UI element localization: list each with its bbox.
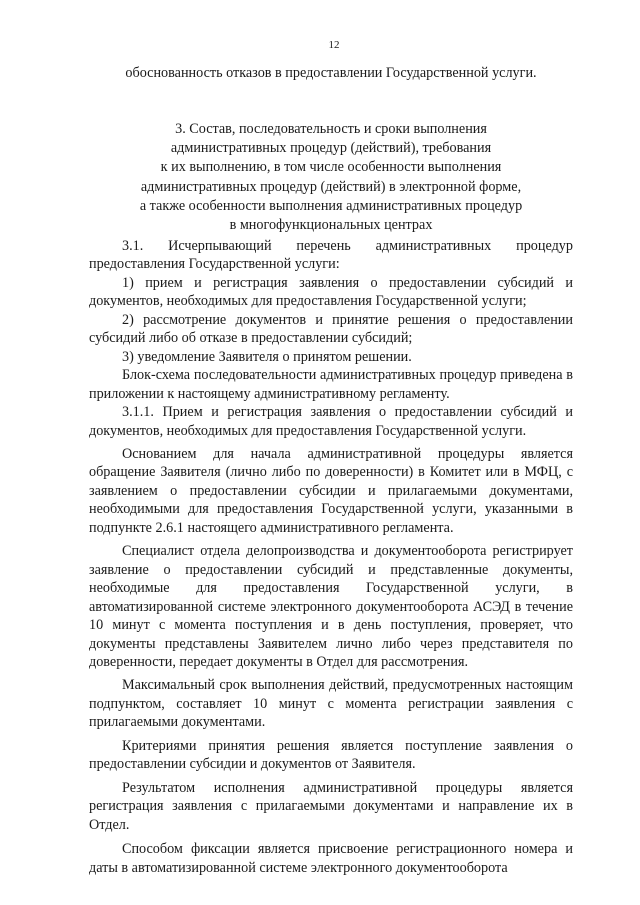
continuation-line: обоснованность отказов в предоставлении Государственной услуги. <box>125 65 537 81</box>
paragraph-criteria: Критериями принятия решения является поступление заявления о предоставлении субсидии и документов от Заявителя. <box>89 737 573 773</box>
list-item-2: 2) рассмотрение документов и принятие решения о предоставлении субсидий либо об отказе в предоставлении субсидий; <box>89 311 573 347</box>
section-heading-line: 3. Состав, последовательность и сроки выполнения <box>175 121 487 137</box>
list-item-1: 1) прием и регистрация заявления о предоставлении субсидий и документов, необходимых для предоставления Государственной услуги; <box>89 274 573 310</box>
paragraph-fixation: Способом фиксации является присвоение регистрационного номера и даты в автоматизированной системе электронного документооборота <box>89 841 573 876</box>
section-heading-line: административных процедур (действий), требования <box>170 140 492 157</box>
paragraph-specialist: Специалист отдела делопроизводства и документооборота регистрирует заявление о предоставлении субсидий и представленные документы, необходимые для предоставления Государственной услуги, в автоматизированной системе электронного документооборота АСЭД в течение 10 минут с момента поступления и в день поступления, проверяет, что документы представлены Заявителем лично либо через представителя по доверенности, передает документы в Отдел для рассмотрения. <box>89 543 573 670</box>
paragraph-block-scheme: Блок-схема последовательности административных процедур приведена в приложении к настоящему административному регламенту. <box>89 367 573 402</box>
paragraph-3-1: 3.1. Исчерпывающий перечень административных процедур предоставления Государственной услуги: <box>89 238 573 273</box>
paragraph-max-term: Максимальный срок выполнения действий, предусмотренных настоящим подпунктом, составляет 10 минут с момента регистрации заявления с прилагаемыми документами. <box>89 677 573 731</box>
paragraph-basis: Основанием для начала административной процедуры является обращение Заявителя (лично либо по доверенности) в Комитет или в МФЦ, с заявлением о предоставлении субсидии и прилагаемыми документами, необходимыми для предоставления Государственной услуги, указанными в подпункте 2.6.1 настоящего административного регламента. <box>89 445 573 536</box>
paragraph-3-1-1: 3.1.1. Прием и регистрация заявления о предоставлении субсидий и документов, необходимых для предоставления Государственной услуги. <box>89 404 573 439</box>
list-item-3: 3) уведомление Заявителя о принятом решении. <box>122 348 412 365</box>
document-body <box>89 237 573 877</box>
section-heading-line: к их выполнению, в том числе особенности выполнения <box>160 159 502 176</box>
section-heading-line: а также особенности выполнения административных процедур <box>139 197 523 214</box>
paragraph-result: Результатом исполнения административной процедуры является регистрация заявления с прилагаемыми документами и направление их в Отдел. <box>89 779 573 833</box>
page-number: 12 <box>328 39 340 51</box>
section-heading-line: в многофункциональных центрах <box>229 217 433 234</box>
section-heading-line: административных процедур (действий) в электронной форме, <box>140 178 522 195</box>
section-heading <box>88 120 574 235</box>
